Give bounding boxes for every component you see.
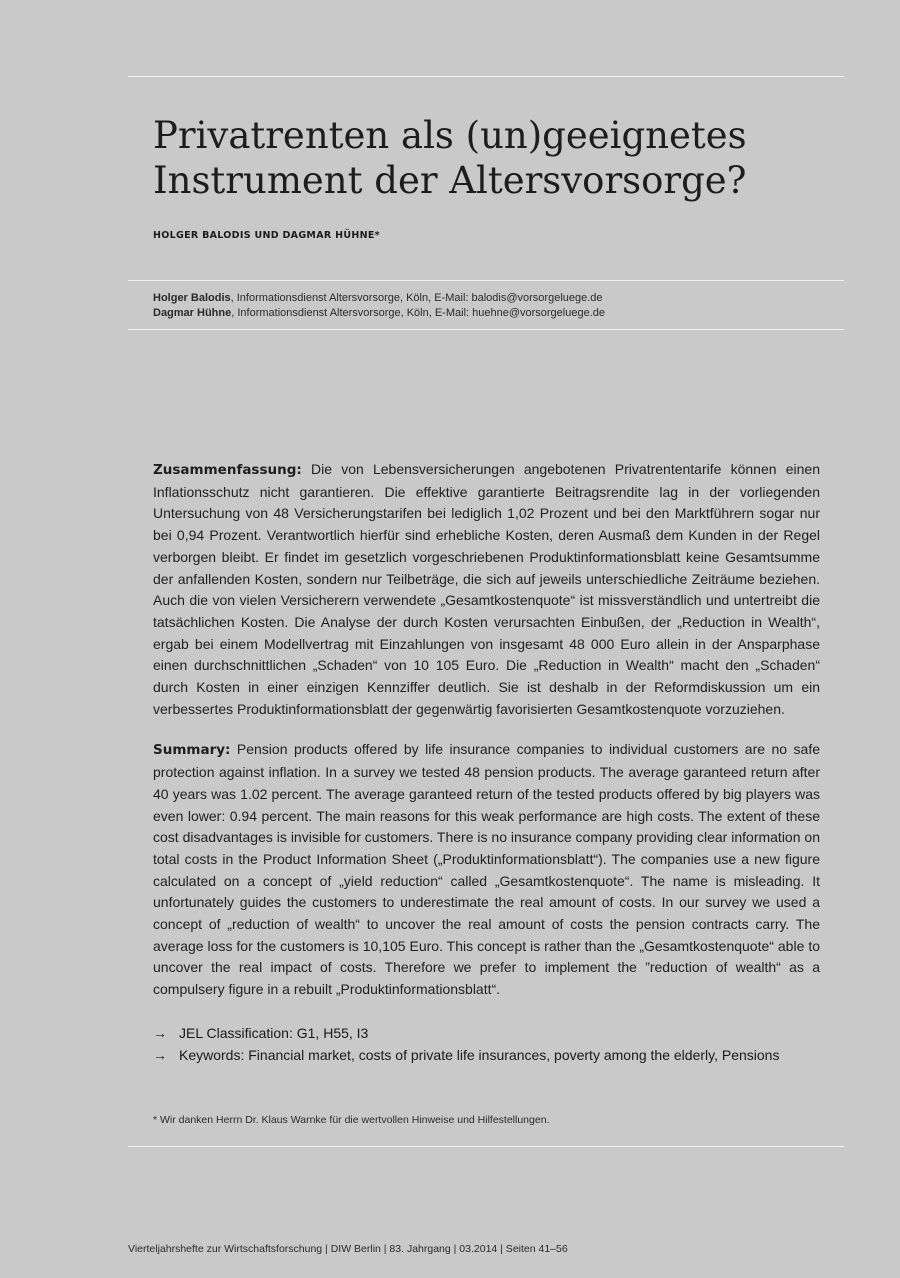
zusammenfassung-label: Zusammenfassung: (153, 462, 302, 478)
keywords-row (153, 1044, 779, 1066)
zusammenfassung-text: Die von Lebensversicherungen angebotenen Privatrententarife können einen Inflationsschutz nicht garantieren. Die effektive garantierte Beitragsrendite lag in der vorliegenden Untersuchung von 48 Versicherungstarifen bei lediglich 1,02 Prozent und bei den Marktführern sogar nur bei 0,94 Prozent. Verantwortlich hierfür sind erhebliche Kosten, deren Ausmaß dem Kunden in der Regel verborgen bleibt. Er findet im gesetzlich vorgeschriebenen Produktinformationsblatt keine Gesamtsumme der anfallenden Kosten, sondern nur Teilbeträge, die sich auf jeweils unterschiedliche Zeiträume beziehen. Auch die von vielen Versicherern verwendete „Gesamtkostenquote“ ist missverständlich und untertreibt die tatsächlichen Kosten. Die Analyse der durch Kosten verursachten Einbußen, der „Reduction in Wealth“, ergab bei einem Modellvertrag mit Einzahlungen von insgesamt 48 000 Euro allein in der Ansparphase einen durchschnittlichen „Schaden“ von 10 105 Euro. Die „Reduction in Wealth“ macht den „Schaden“ durch Kosten in einer einzigen Kennziffer deutlich. Sie ist deshalb in der Reformdiskussion um ein verbessertes Produktinformationsblatt der gegenwärtig favorisierten Gesamtkostenquote vorzuziehen. (153, 461, 820, 717)
affiliations (153, 291, 605, 321)
author-names: HOLGER BALODIS UND DAGMAR HÜHNE* (153, 230, 380, 241)
footnote: * Wir danken Herrn Dr. Klaus Warnke für die wertvollen Hinweise und Hilfestellungen. (153, 1114, 550, 1126)
arrow-icon: → (153, 1025, 167, 1041)
affiliation-2 (153, 306, 605, 321)
classification-list (153, 1022, 779, 1066)
arrow-icon: → (153, 1047, 167, 1063)
journal-footer: Vierteljahrshefte zur Wirtschaftsforschung | DIW Berlin | 83. Jahrgang | 03.2014 | Seiten 41–56 (128, 1243, 568, 1255)
abstract (153, 459, 820, 1001)
top-rule (128, 76, 844, 77)
affiliation-details: , Informationsdienst Altersvorsorge, Köln, E-Mail: huehne@vorsorgeluege.de (231, 307, 606, 319)
rule-below-affiliations (128, 329, 844, 330)
zusammenfassung-paragraph (153, 459, 820, 720)
summary-paragraph (153, 739, 820, 1000)
affiliation-name: Holger Balodis (153, 292, 231, 304)
affiliation-1 (153, 291, 605, 306)
affiliation-name: Dagmar Hühne (153, 307, 232, 319)
affiliation-details: , Informationsdienst Altersvorsorge, Köln, E-Mail: balodis@vorsorgeluege.de (230, 292, 603, 304)
jel-classification: JEL Classification: G1, H55, I3 (179, 1025, 369, 1041)
jel-row (153, 1022, 779, 1044)
article-title: Privatrenten als (un)geeignetes Instrument der Altersvorsorge? (153, 114, 747, 202)
rule-above-affiliations (128, 280, 844, 281)
summary-text: Pension products offered by life insurance companies to individual customers are no safe protection against inflation. In a survey we tested 48 pension products. The average garanteed return after 40 years was 1.02 percent. The average garanteed return of the tested products offered by big players was even lower: 0.94 percent. The main reasons for this weak performance are high costs. The extent of these cost disadvantages is invisible for customers. There is no insurance company providing clear information on total costs in the Product Information Sheet („Produktinformationsblatt“). The companies use a new figure calculated on a concept of „yield reduction“ called „Gesamtkostenquote“. The name is misleading. It unfortunately guides the customers to underestimate the real amount of costs. In our survey we used a concept of „reduction of wealth“ to uncover the real amount of costs the pension contracts carry. The average loss for the customers is 10,105 Euro. This concept is rather than the „Gesamtkostenquote“ able to uncover the real impact of costs. Therefore we prefer to implement the ”reduction of wealth“ as a compulsery figure in a rebuilt „Produktinformationsblatt“. (153, 741, 820, 998)
summary-label: Summary: (153, 742, 231, 759)
bottom-rule (128, 1146, 844, 1147)
keywords: Keywords: Financial market, costs of private life insurances, poverty among the elderly, Pensions (179, 1047, 780, 1063)
